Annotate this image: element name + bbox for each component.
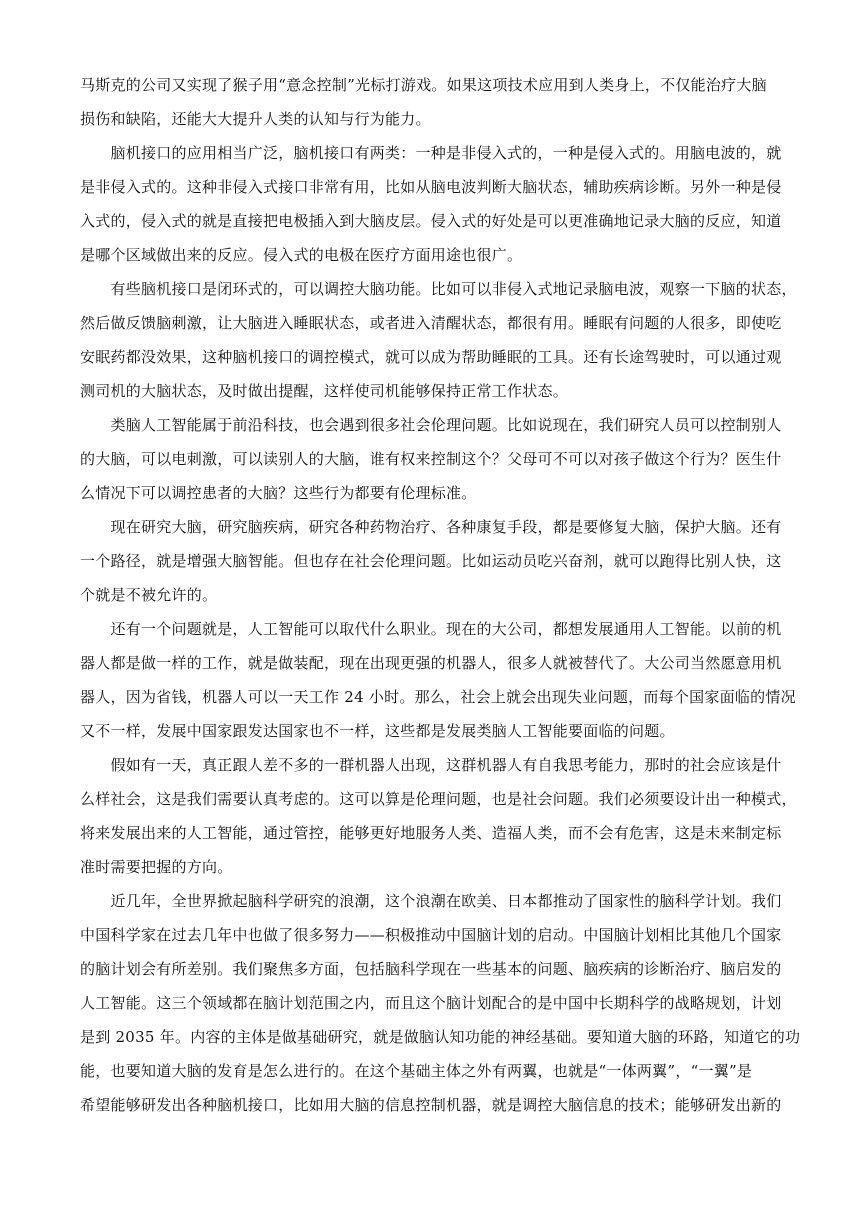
- text-line: 有些脑机接口是闭环式的，可以调控大脑功能。比如可以非侵入式地记录脑电波，观察一下脑的状态，: [80, 280, 797, 298]
- paragraph: [80, 612, 796, 748]
- text-line: 是哪个区域做出来的反应。侵入式的电极在医疗方面用途也很广。: [80, 246, 523, 264]
- paragraph: [80, 272, 797, 408]
- text-line: 希望能够研发出各种脑机接口，比如用大脑的信息控制机器，就是调控大脑信息的技术；能够研发出新的: [80, 1096, 782, 1114]
- text-line: 假如有一天，真正跟人差不多的一群机器人出现，这群机器人有自我思考能力，那时的社会应该是什: [80, 756, 782, 774]
- text-line: 还有一个问题就是，人工智能可以取代什么职业。现在的大公司，都想发展通用人工智能。以前的机: [80, 620, 782, 638]
- paragraph: [80, 68, 780, 136]
- text-line: 是到 2035 年。内容的主体是做基础研究，就是做脑认知功能的神经基础。要知道大脑的环路，知道它的功: [80, 1028, 801, 1046]
- text-line: 近几年，全世界掀起脑科学研究的浪潮，这个浪潮在欧美、日本都推动了国家性的脑科学计划。我们: [80, 892, 782, 910]
- text-line: 器人，因为省钱，机器人可以一天工作 24 小时。那么，社会上就会出现失业问题，而每个国家面临的情况: [80, 688, 796, 706]
- text-line: 中国科学家在过去几年中也做了很多努力——积极推动中国脑计划的启动。中国脑计划相比其他几个国家: [80, 926, 782, 944]
- text-line: 将来发展出来的人工智能，通过管控，能够更好地服务人类、造福人类，而不会有危害，这是未来制定标: [80, 824, 782, 842]
- paragraph: [80, 408, 780, 510]
- text-line: 的大脑，可以电刺激，可以读别人的大脑，谁有权来控制这个？父母可不可以对孩子做这个行为？医生什: [80, 450, 782, 468]
- text-line: 器人都是做一样的工作，就是做装配，现在出现更强的机器人，很多人就被替代了。大公司当然愿意用机: [80, 654, 782, 672]
- text-line: 马斯克的公司又实现了猴子用“意念控制”光标打游戏。如果这项技术应用到人类身上，不仅能治疗大脑: [80, 76, 767, 94]
- text-line: 类脑人工智能属于前沿科技，也会遇到很多社会伦理问题。比如说现在，我们研究人员可以控制别人: [80, 416, 782, 434]
- text-line: 损伤和缺陷，还能大大提升人类的认知与行为能力。: [80, 110, 431, 128]
- text-line: 的脑计划会有所差别。我们聚焦多方面，包括脑科学现在一些基本的问题、脑疾病的诊断治疗、脑启发的: [80, 960, 782, 978]
- text-line: 一个路径，就是增强大脑智能。但也存在社会伦理问题。比如运动员吃兴奋剂，就可以跑得比别人快，这: [80, 552, 782, 570]
- text-line: 么样社会，这是我们需要认真考虑的。这可以算是伦理问题，也是社会问题。我们必须要设计出一种模式，: [80, 790, 797, 808]
- paragraph: [80, 748, 797, 884]
- text-line: 入式的，侵入式的就是直接把电极插入到大脑皮层。侵入式的好处是可以更准确地记录大脑的反应，知道: [80, 212, 782, 230]
- text-line: 准时需要把握的方向。: [80, 858, 233, 876]
- document-page: [80, 68, 801, 1122]
- text-line: 么情况下可以调控患者的大脑？这些行为都要有伦理标准。: [80, 484, 477, 502]
- text-line: 脑机接口的应用相当广泛，脑机接口有两类：一种是非侵入式的，一种是侵入式的。用脑电波的，就: [80, 144, 782, 162]
- text-line: 安眠药都没效果，这种脑机接口的调控模式，就可以成为帮助睡眠的工具。还有长途驾驶时，可以通过观: [80, 348, 782, 366]
- paragraph: [80, 884, 801, 1122]
- text-line: 又不一样，发展中国家跟发达国家也不一样，这些都是发展类脑人工智能要面临的问题。: [80, 722, 675, 740]
- text-line: 是非侵入式的。这种非侵入式接口非常有用，比如从脑电波判断大脑状态，辅助疾病诊断。另外一种是侵: [80, 178, 782, 196]
- text-line: 现在研究大脑，研究脑疾病，研究各种药物治疗、各种康复手段，都是要修复大脑，保护大脑。还有: [80, 518, 782, 536]
- text-line: 个就是不被允许的。: [80, 586, 218, 604]
- text-line: 人工智能。这三个领域都在脑计划范围之内，而且这个脑计划配合的是中国中长期科学的战略规划，计划: [80, 994, 782, 1012]
- text-line: 能，也要知道大脑的发育是怎么进行的。在这个基础主体之外有两翼，也就是“一体两翼”，“一翼”是: [80, 1062, 753, 1080]
- text-line: 然后做反馈脑刺激，让大脑进入睡眠状态，或者进入清醒状态，都很有用。睡眠有问题的人很多，即使吃: [80, 314, 782, 332]
- paragraph: [80, 136, 780, 272]
- paragraph: [80, 510, 780, 612]
- text-line: 测司机的大脑状态，及时做出提醒，这样使司机能够保持正常工作状态。: [80, 382, 569, 400]
